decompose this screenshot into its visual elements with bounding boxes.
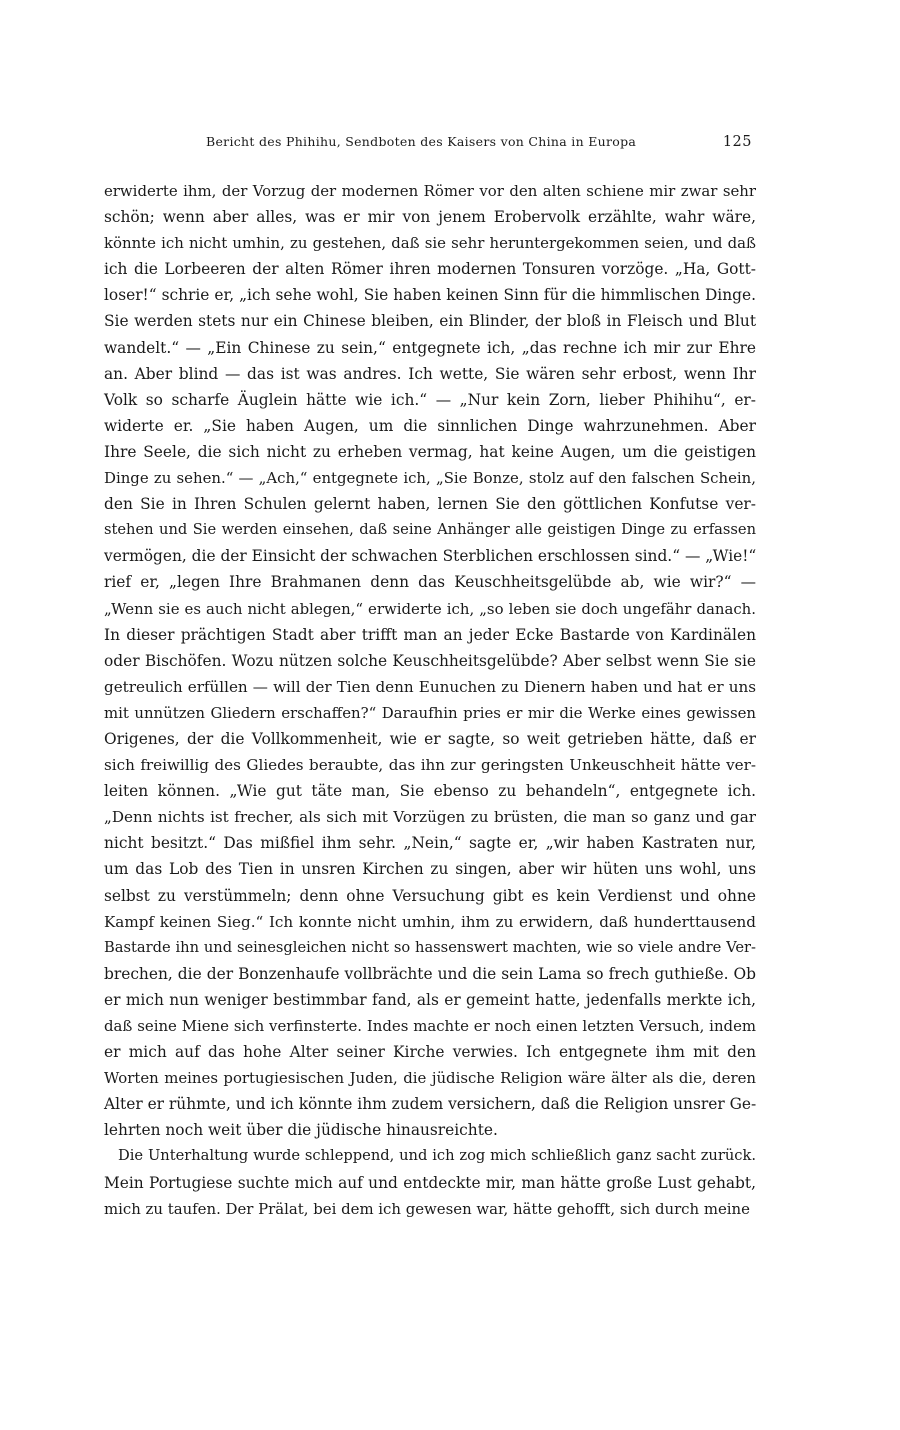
body-text	[104, 178, 756, 1222]
text-line: er mich nun weniger bestimmbar fand, als er gemeint hatte, jedenfalls merkte ich,	[104, 990, 756, 1009]
text-line: oder Bischöfen. Wozu nützen solche Keuschheitsgelübde? Aber selbst wenn Sie sie	[104, 651, 756, 670]
text-line: er mich auf das hohe Alter seiner Kirche verwies. Ich entgegnete ihm mit den	[104, 1043, 756, 1062]
text-line: Worten meines portugiesischen Juden, die jüdische Religion wäre älter als die, deren	[104, 1069, 756, 1088]
text-line: Dinge zu sehen.“ — „Ach,“ entgegnete ich, „Sie Bonze, stolz auf den falschen Schein,	[104, 469, 756, 488]
text-line: Ihre Seele, die sich nicht zu erheben vermag, hat keine Augen, um die geistigen	[104, 442, 756, 461]
text-line: selbst zu verstümmeln; denn ohne Versuchung gibt es kein Verdienst und ohne	[104, 886, 756, 905]
text-line: getreulich erfüllen — will der Tien denn Eunuchen zu Dienern haben und hat er uns	[104, 677, 756, 696]
text-line: lehrten noch weit über die jüdische hinausreichte.	[104, 1121, 498, 1140]
text-line: den Sie in Ihren Schulen gelernt haben, lernen Sie den göttlichen Konfutse ver-	[104, 495, 756, 514]
running-title: Bericht des Phihihu, Sendboten des Kaisers von China in Europa	[206, 134, 637, 149]
text-line: ich die Lorbeeren der alten Römer ihren modernen Tonsuren vorzöge. „Ha, Gott-	[104, 260, 756, 279]
text-line: loser!“ schrie er, „ich sehe wohl, Sie haben keinen Sinn für die himmlischen Dinge.	[104, 286, 756, 305]
text-line: erwiderte ihm, der Vorzug der modernen Römer vor den alten schiene mir zwar sehr	[104, 182, 756, 200]
text-line: nicht besitzt.“ Das mißfiel ihm sehr. „Nein,“ sagte er, „wir haben Kastraten nur,	[104, 834, 756, 853]
text-line: „Denn nichts ist frecher, als sich mit Vorzügen zu brüsten, die man so ganz und gar	[104, 808, 756, 827]
text-line: Alter er rühmte, und ich könnte ihm zudem versichern, daß die Religion unsrer Ge-	[104, 1095, 757, 1114]
running-head	[104, 132, 756, 154]
text-line: stehen und Sie werden einsehen, daß seine Anhänger alle geistigen Dinge zu erfassen	[104, 521, 756, 539]
paragraph	[104, 1143, 756, 1221]
text-line: Sie werden stets nur ein Chinese bleiben, ein Blinder, der bloß in Fleisch und Blut	[104, 312, 756, 331]
text-line: Die Unterhaltung wurde schleppend, und ich zog mich schließlich ganz sacht zurück.	[118, 1147, 756, 1165]
text-line: widerte er. „Sie haben Augen, um die sinnlichen Dinge wahrzunehmen. Aber	[104, 416, 756, 435]
page-number: 125	[722, 134, 752, 150]
paragraph	[104, 178, 756, 1143]
text-line: Kampf keinen Sieg.“ Ich konnte nicht umhin, ihm zu erwidern, daß hunderttausend	[104, 912, 756, 931]
text-line: sich freiwillig des Gliedes beraubte, das ihn zur geringsten Unkeuschheit hätte ver-	[104, 756, 756, 775]
text-line: brechen, die der Bonzenhaufe vollbrächte und die sein Lama so frech guthieße. Ob	[104, 964, 756, 983]
text-line: „Wenn sie es auch nicht ablegen,“ erwiderte ich, „so leben sie doch ungefähr danach.	[104, 599, 756, 618]
text-line: daß seine Miene sich verfinsterte. Indes machte er noch einen letzten Versuch, indem	[104, 1017, 756, 1035]
text-line: vermögen, die der Einsicht der schwachen Sterblichen erschlossen sind.“ — „Wie!“	[104, 547, 757, 566]
text-line: Bastarde ihn und seinesgleichen nicht so hassenswert machten, wie so viele andre Ver-	[104, 938, 756, 956]
text-line: Volk so scharfe Äuglein hätte wie ich.“ — „Nur kein Zorn, lieber Phihihu“, er-	[104, 390, 756, 409]
text-line: um das Lob des Tien in unsren Kirchen zu singen, aber wir hüten uns wohl, uns	[104, 860, 756, 879]
text-line: wandelt.“ — „Ein Chinese zu sein,“ entgegnete ich, „das rechne ich mir zur Ehre	[104, 338, 756, 357]
text-line: mich zu taufen. Der Prälat, bei dem ich gewesen war, hätte gehofft, sich durch meine	[104, 1199, 750, 1218]
text-line: könnte ich nicht umhin, zu gestehen, daß sie sehr heruntergekommen seien, und daß	[104, 234, 756, 253]
text-line: an. Aber blind — das ist was andres. Ich wette, Sie wären sehr erbost, wenn Ihr	[104, 364, 756, 383]
text-line: mit unnützen Gliedern erschaffen?“ Daraufhin pries er mir die Werke eines gewissen	[104, 703, 756, 722]
text-line: In dieser prächtigen Stadt aber trifft man an jeder Ecke Bastarde von Kardinälen	[104, 625, 756, 644]
text-line: leiten können. „Wie gut täte man, Sie ebenso zu behandeln“, entgegnete ich.	[104, 782, 756, 801]
text-line: Origenes, der die Vollkommenheit, wie er sagte, so weit getrieben hätte, daß er	[104, 729, 756, 748]
text-line: rief er, „legen Ihre Brahmanen denn das Keuschheitsgelübde ab, wie wir?“ —	[104, 573, 756, 592]
text-line: schön; wenn aber alles, was er mir von jenem Erobervolk erzählte, wahr wäre,	[104, 208, 756, 227]
text-line: Mein Portugiese suchte mich auf und entdeckte mir, man hätte große Lust gehabt,	[104, 1173, 756, 1192]
